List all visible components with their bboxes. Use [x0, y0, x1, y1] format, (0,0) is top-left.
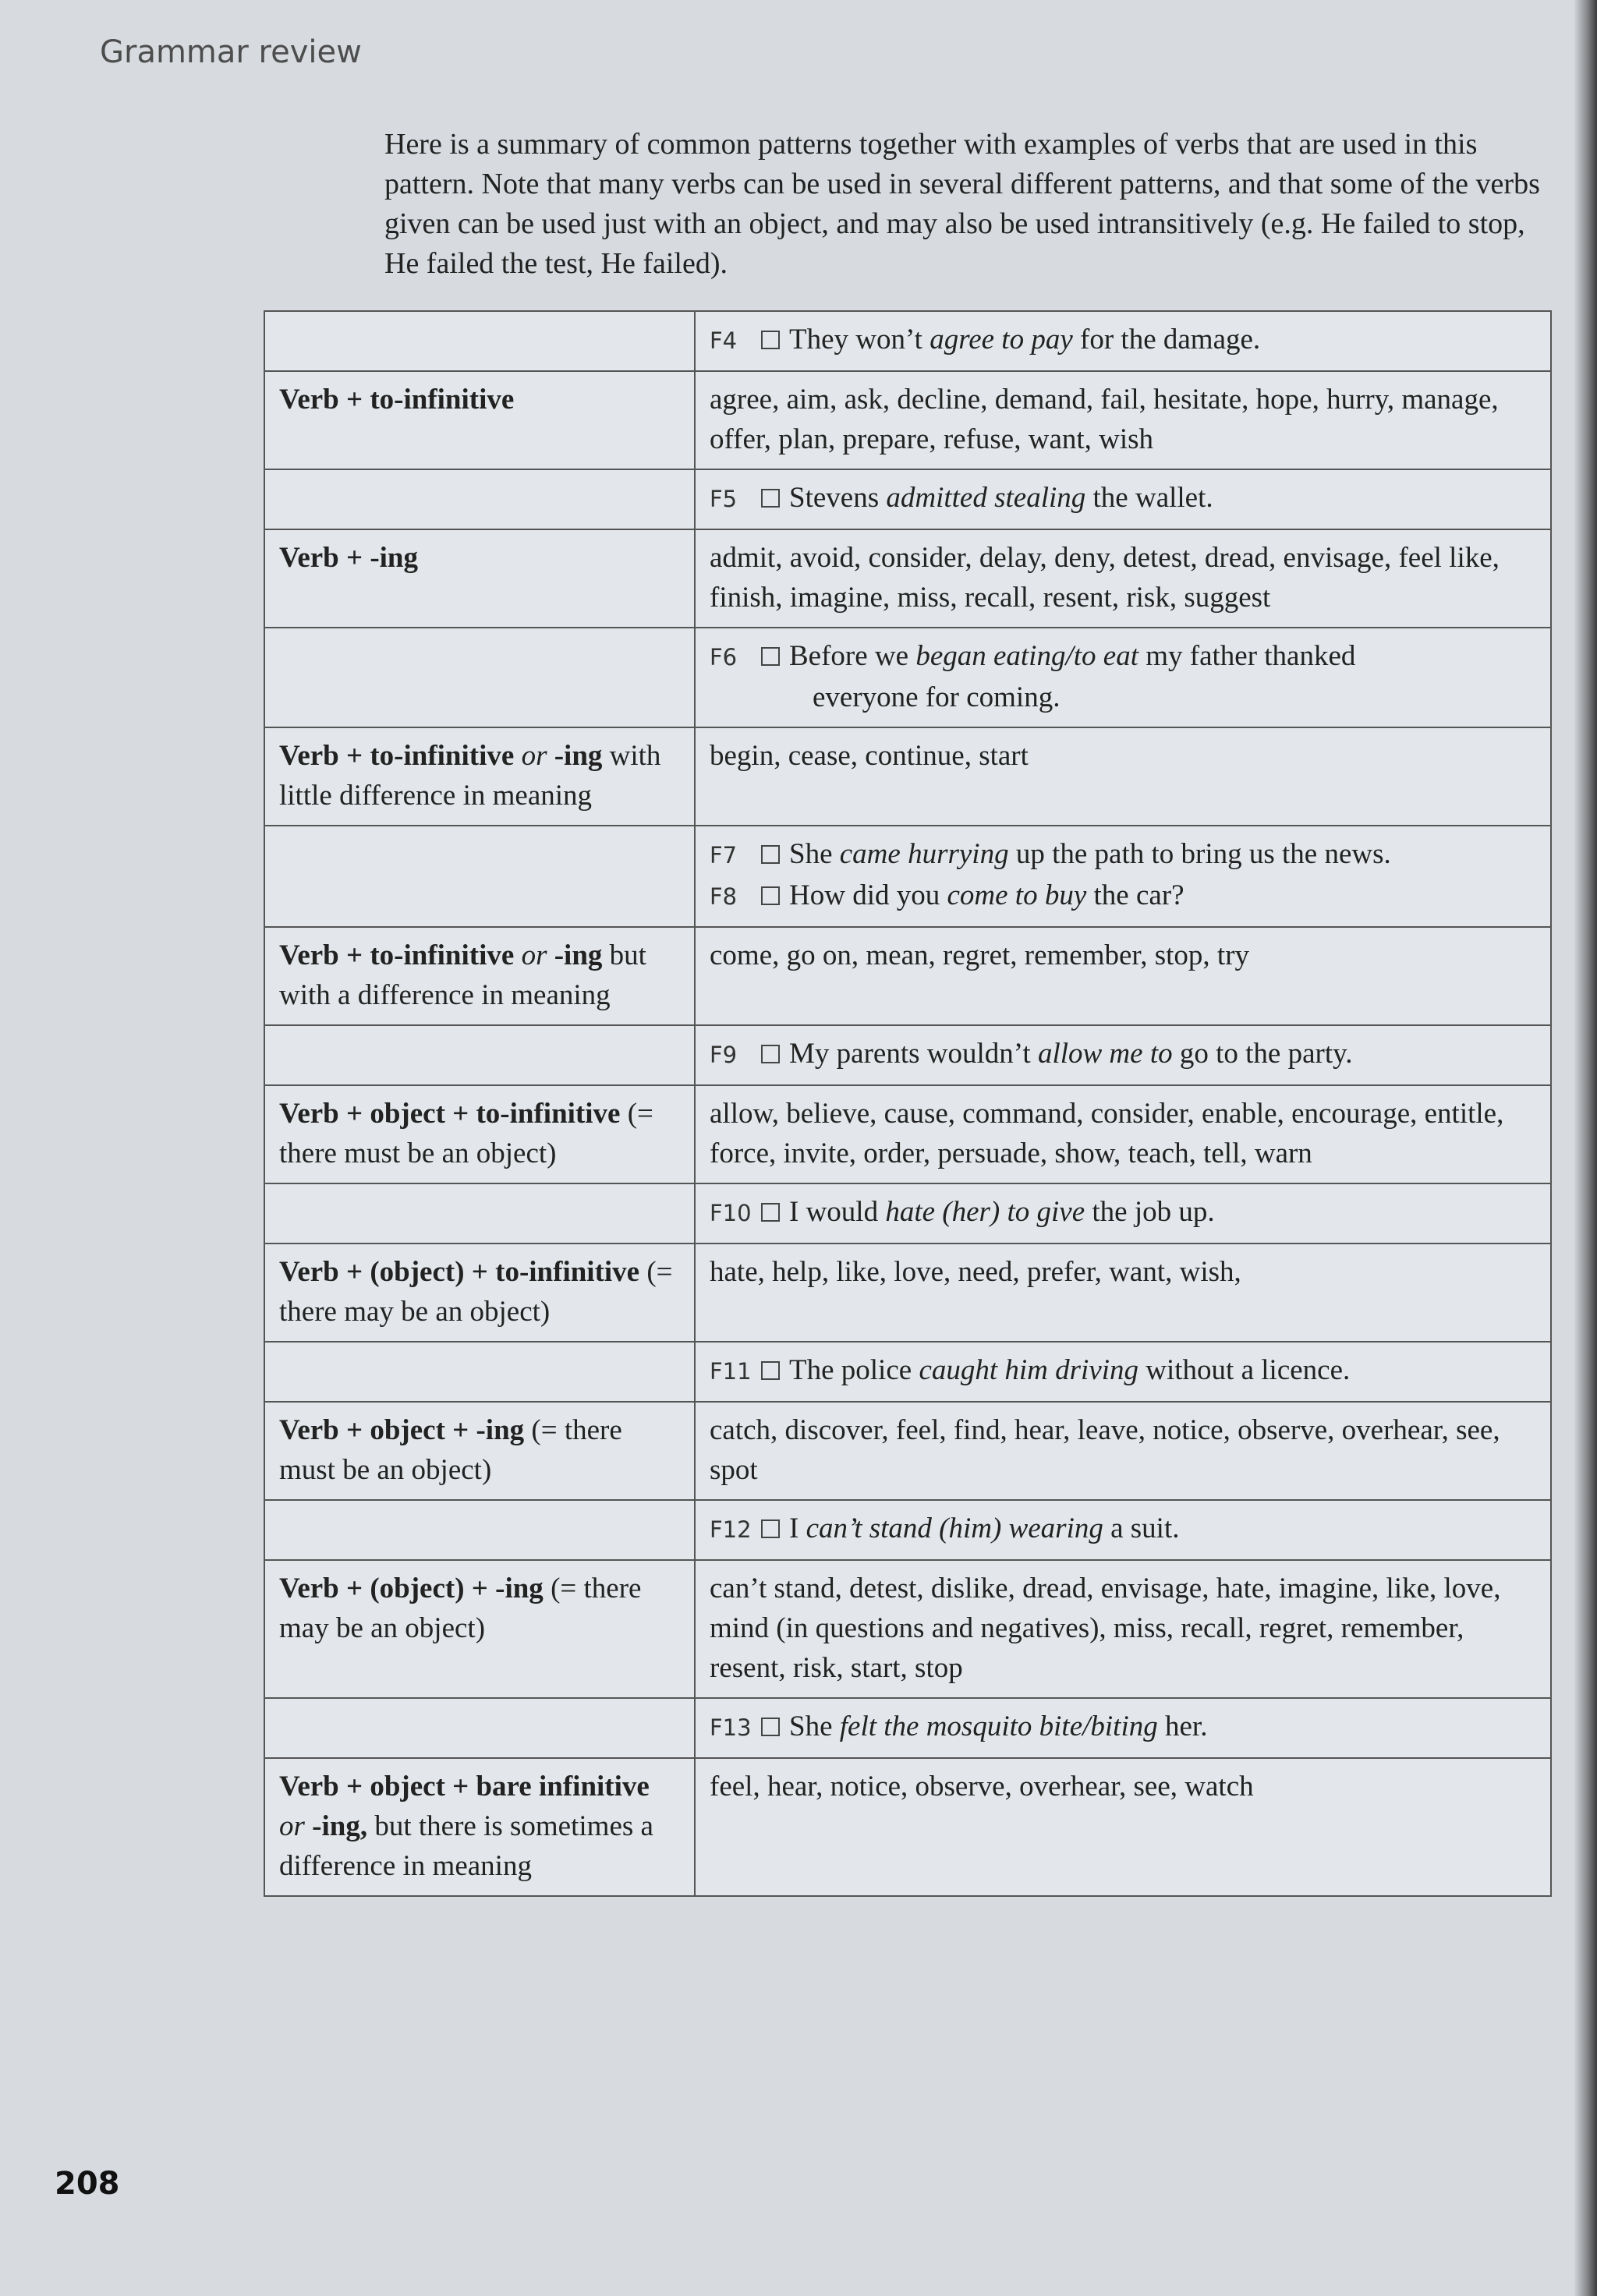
verb-list: agree, aim, ask, decline, demand, fail, hesitate, hope, hurry, manage, offer, plan, prepare, refuse, want, wish [695, 371, 1551, 469]
pattern-label [264, 727, 695, 826]
example-text: up the path to bring us the news. [1008, 838, 1391, 870]
pattern-row [264, 529, 1551, 628]
example-row [264, 1183, 1551, 1244]
example-cell [695, 628, 1551, 727]
checkbox-icon [761, 1519, 780, 1538]
pattern-label-part: Verb + to-infinitive [279, 384, 515, 416]
example-cell [695, 1342, 1551, 1402]
example-text: the job up. [1085, 1196, 1215, 1228]
checkbox-icon [761, 1361, 780, 1380]
pattern-row [264, 1402, 1551, 1500]
example-line [710, 1350, 1536, 1392]
example-row [264, 311, 1551, 371]
verb-list: hate, help, like, love, need, prefer, want, wish, [695, 1244, 1551, 1342]
example-text: The police [789, 1354, 919, 1386]
example-line [710, 1034, 1536, 1075]
example-continuation: everyone for coming. [813, 681, 1061, 713]
pattern-label [264, 371, 695, 469]
empty-cell [264, 1025, 695, 1085]
pattern-label [264, 1758, 695, 1896]
example-text: her. [1157, 1711, 1208, 1742]
checkbox-icon [761, 845, 780, 864]
page-number: 208 [55, 2166, 120, 2202]
pattern-label-part: (= there must be an object) [279, 1098, 653, 1169]
example-highlight: caught him driving [919, 1354, 1139, 1386]
example-highlight: began eating/to eat [915, 640, 1138, 672]
example-code: F9 [710, 1042, 738, 1068]
example-text: without a licence. [1138, 1354, 1351, 1386]
pattern-row [264, 1085, 1551, 1183]
verb-patterns-table [264, 310, 1552, 1897]
example-cell [695, 1183, 1551, 1244]
example-text: my father thanked [1138, 640, 1356, 672]
example-cell [695, 469, 1551, 529]
example-line [710, 834, 1536, 876]
pattern-label-part: but with a difference in meaning [279, 939, 646, 1011]
pattern-label [264, 1560, 695, 1698]
verb-list: allow, believe, cause, command, consider, enable, encourage, entitle, force, invite, order, persuade, show, teach, tell, warn [695, 1085, 1551, 1183]
example-cell [695, 1500, 1551, 1560]
example-code: F4 [710, 327, 738, 354]
example-highlight: felt the mosquito bite/biting [839, 1711, 1158, 1742]
pattern-label-part: (= there must be an object) [279, 1414, 622, 1486]
pattern-label-part: or [521, 740, 547, 772]
example-line [710, 1707, 1536, 1748]
section-header: Grammar review [100, 34, 362, 70]
example-text: I [789, 1512, 806, 1544]
example-text: Stevens [789, 482, 887, 514]
pattern-label-part: Verb + object + to-infinitive [279, 1098, 621, 1130]
example-text: a suit. [1103, 1512, 1180, 1544]
pattern-label-part: -ing [547, 939, 603, 971]
checkbox-icon [761, 489, 780, 508]
example-highlight: came hurrying [839, 838, 1009, 870]
pattern-label-part: Verb + to-infinitive [279, 740, 522, 772]
example-row [264, 1025, 1551, 1085]
pattern-row [264, 1758, 1551, 1896]
example-row [264, 826, 1551, 927]
verb-list: can’t stand, detest, dislike, dread, envisage, hate, imagine, like, love, mind (in questions and negatives), miss, recall, regret, remember, resent, risk, start, stop [695, 1560, 1551, 1698]
example-line [710, 1509, 1536, 1550]
checkbox-icon [761, 1718, 780, 1736]
example-text: I would [789, 1196, 886, 1228]
example-line [710, 1192, 1536, 1233]
example-highlight: hate (her) to give [885, 1196, 1085, 1228]
pattern-label-part: but there is sometimes a difference in meaning [279, 1810, 653, 1882]
pattern-row [264, 1560, 1551, 1698]
example-code: F6 [710, 644, 738, 670]
pattern-label [264, 1244, 695, 1342]
pattern-row [264, 727, 1551, 826]
example-highlight: allow me to [1037, 1038, 1173, 1070]
pattern-label-part: Verb + to-infinitive [279, 939, 522, 971]
example-cell [695, 826, 1551, 927]
empty-cell [264, 1500, 695, 1560]
example-line [710, 478, 1536, 519]
empty-cell [264, 1183, 695, 1244]
example-code: F7 [710, 842, 738, 869]
example-highlight: agree to pay [930, 324, 1073, 356]
example-cell [695, 311, 1551, 371]
pattern-label-part: -ing [547, 740, 603, 772]
verb-list: admit, avoid, consider, delay, deny, detest, dread, envisage, feel like, finish, imagine, miss, recall, resent, risk, suggest [695, 529, 1551, 628]
example-line [710, 636, 1536, 677]
example-text: for the damage. [1072, 324, 1261, 356]
pattern-label-part: Verb + (object) + -ing [279, 1573, 544, 1604]
page-edge-shadow [1574, 0, 1597, 2296]
example-highlight: come to buy [947, 879, 1087, 911]
example-line [710, 876, 1536, 917]
example-text: She [789, 1711, 840, 1742]
checkbox-icon [761, 1045, 780, 1063]
example-text: How did you [789, 879, 947, 911]
example-text: She [789, 838, 840, 870]
example-text: Before we [789, 640, 916, 672]
example-text: My parents wouldn’t [789, 1038, 1038, 1070]
verb-list: begin, cease, continue, start [695, 727, 1551, 826]
checkbox-icon [761, 647, 780, 666]
example-highlight: admitted stealing [886, 482, 1086, 514]
pattern-label [264, 1085, 695, 1183]
example-code: F8 [710, 883, 738, 910]
verb-list: feel, hear, notice, observe, overhear, see, watch [695, 1758, 1551, 1896]
pattern-label-part: (= there may be an object) [279, 1573, 642, 1644]
checkbox-icon [761, 1203, 780, 1222]
pattern-label-part: Verb + object + bare infinitive [279, 1771, 650, 1802]
example-highlight: can’t stand (him) wearing [806, 1512, 1103, 1544]
pattern-label-part: or [521, 939, 547, 971]
empty-cell [264, 1698, 695, 1758]
empty-cell [264, 469, 695, 529]
example-code: F11 [710, 1358, 752, 1385]
intro-paragraph: Here is a summary of common patterns together with examples of verbs that are used in this pattern. Note that many verbs can be used in several different patterns, and that some of the verbs given can be used just with an object, and may also be used intransitively (e.g. He failed to stop, He failed the test, He failed). [384, 128, 1540, 280]
example-cell [695, 1698, 1551, 1758]
example-row [264, 628, 1551, 727]
pattern-label-part: (= there may be an object) [279, 1256, 673, 1328]
example-text: the car? [1086, 879, 1184, 911]
pattern-row [264, 371, 1551, 469]
pattern-label-part: with little difference in meaning [279, 740, 661, 812]
pattern-label-part: or [279, 1810, 305, 1842]
example-code: F13 [710, 1714, 752, 1741]
example-row [264, 469, 1551, 529]
pattern-row [264, 1244, 1551, 1342]
example-code: F10 [710, 1200, 752, 1226]
checkbox-icon [761, 886, 780, 905]
empty-cell [264, 628, 695, 727]
verb-list: come, go on, mean, regret, remember, stop, try [695, 927, 1551, 1025]
example-text: go to the party. [1172, 1038, 1353, 1070]
example-text: the wallet. [1085, 482, 1213, 514]
example-code: F12 [710, 1516, 752, 1543]
checkbox-icon [761, 331, 780, 349]
pattern-label-part: Verb + -ing [279, 542, 419, 574]
pattern-label-part: -ing, [304, 1810, 368, 1842]
pattern-label [264, 1402, 695, 1500]
pattern-row [264, 927, 1551, 1025]
example-row [264, 1342, 1551, 1402]
empty-cell [264, 311, 695, 371]
empty-cell [264, 826, 695, 927]
pattern-label-part: Verb + object + -ing [279, 1414, 525, 1446]
pattern-label [264, 927, 695, 1025]
pattern-label-part: Verb + (object) + to-infinitive [279, 1256, 640, 1288]
example-cell [695, 1025, 1551, 1085]
verb-list: catch, discover, feel, find, hear, leave, notice, observe, overhear, see, spot [695, 1402, 1551, 1500]
example-line [710, 320, 1536, 361]
example-code: F5 [710, 486, 738, 512]
example-text: They won’t [789, 324, 930, 356]
pattern-label [264, 529, 695, 628]
example-row [264, 1698, 1551, 1758]
empty-cell [264, 1342, 695, 1402]
example-row [264, 1500, 1551, 1560]
